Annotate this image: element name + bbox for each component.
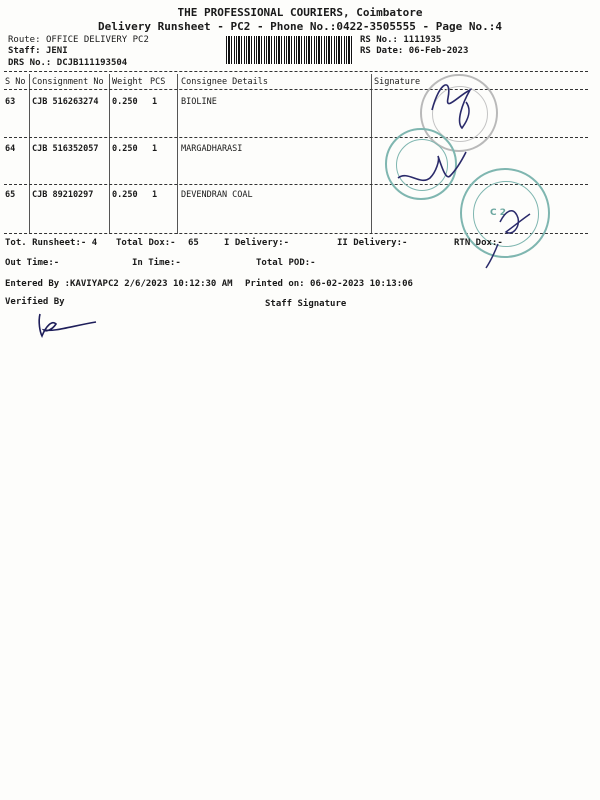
rtn-dox: RTN Dox:-: [454, 238, 503, 248]
row-sno: 64: [5, 144, 16, 154]
rs-date-value: 06-Feb-2023: [408, 46, 469, 56]
drs-value: DCJB111193504: [56, 58, 128, 68]
row-weight: 0.250: [112, 97, 138, 107]
drs-label: DRS No.:: [8, 58, 52, 68]
rs-no-label: RS No.:: [360, 35, 398, 45]
printed-on: Printed on: 06-02-2023 10:13:06: [245, 279, 413, 289]
verified-signature: [39, 314, 96, 336]
entered-by: Entered By :KAVIYAPC2 2/6/2023 10:12:30 AM: [5, 279, 233, 289]
rs-date-label: RS Date:: [360, 46, 404, 56]
i-delivery: I Delivery:-: [224, 238, 290, 248]
header-weight: Weight: [112, 77, 143, 87]
total-pod: Total POD:-: [256, 258, 316, 268]
staff-value: JENI: [45, 46, 68, 56]
header-sno: S No: [5, 77, 26, 87]
header-consignment: Consignment No: [32, 77, 104, 87]
staff-signature-label: Staff Signature: [265, 299, 347, 309]
total-dox-value: 65: [188, 238, 199, 248]
row-pcs: 1: [152, 190, 158, 200]
route-label: Route:: [8, 35, 41, 45]
ii-delivery: II Delivery:-: [337, 238, 408, 248]
row-pcs: 1: [152, 97, 158, 107]
row-weight: 0.250: [112, 144, 138, 154]
row-weight: 0.250: [112, 190, 138, 200]
signature-row-63: [432, 85, 470, 128]
row-consignee: MARGADHARASI: [181, 144, 243, 154]
in-time: In Time:-: [132, 258, 181, 268]
total-runsheet: Tot. Runsheet:- 4: [5, 238, 98, 248]
staff-label: Staff:: [8, 46, 41, 56]
stamp-text: C 2: [490, 208, 507, 218]
route-value: OFFICE DELIVERY PC2: [45, 35, 149, 45]
rs-no-value: 1111935: [403, 35, 442, 45]
row-sno: 63: [5, 97, 16, 107]
header-signature: Signature: [374, 77, 421, 87]
runsheet-title: Delivery Runsheet - PC2 - Phone No.:0422-3505555 - Page No.:4: [98, 20, 502, 33]
out-time: Out Time:-: [5, 258, 60, 268]
header-pcs: PCS: [150, 77, 166, 87]
signature-row-64: [398, 152, 466, 180]
row-consignment: CJB 89210297: [32, 190, 94, 200]
company-title: THE PROFESSIONAL COURIERS, Coimbatore: [177, 6, 423, 19]
header-consignee: Consignee Details: [181, 77, 268, 87]
row-consignment: CJB 516352057: [32, 144, 99, 154]
row-sno: 65: [5, 190, 16, 200]
total-dox-label: Total Dox:-: [116, 238, 176, 248]
row-consignment: CJB 516263274: [32, 97, 99, 107]
row-consignee: DEVENDRAN COAL: [181, 190, 253, 200]
row-pcs: 1: [152, 144, 158, 154]
row-consignee: BIOLINE: [181, 97, 217, 107]
verified-by-label: Verified By: [5, 297, 65, 307]
